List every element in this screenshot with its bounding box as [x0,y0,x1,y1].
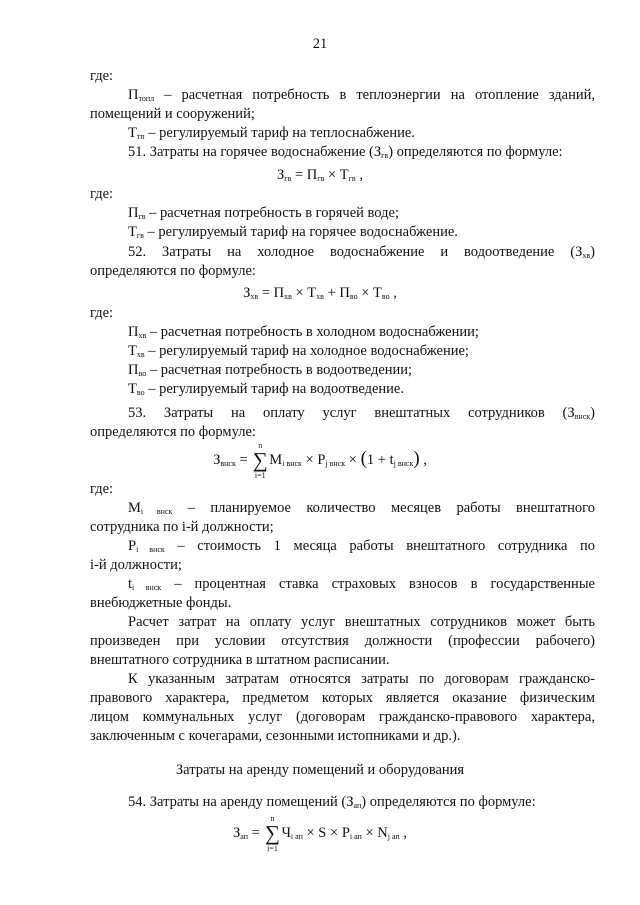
definition-p-vo: $П_{во}$ – расчетная потребность в водоотведении; [128,362,413,378]
item-52: 52. Затраты на холодное водоснабжение и водоотведение $(З_{хв})$ [128,244,595,260]
paragraph-calc-line-3: внештатного сотрудника в штатном расписании. [90,652,390,668]
formula-54: $З_{ап}$ = n ∑ i=1 $Ч_{i ап} \times S \times P_{i ап} \times N_{j ап}$ , [233,814,407,854]
summation-sign: n ∑ i=1 [264,814,280,854]
item-53-cont: определяются по формуле: [90,424,256,440]
summation-sign: n ∑ i=1 [252,441,268,481]
paragraph-related-line-2: правового характера, предметом которых является оказание физическим [90,690,595,706]
definition-p-i-cont: i-й должности; [90,557,182,573]
item-52-cont: определяются по формуле: [90,263,256,279]
definition-p-topl: $П_{топл}$ – расчетная потребность в теплоэнергии на отопление зданий, [128,87,595,103]
definition-t-vo: $Т_{во}$ – регулируемый тариф на водоотведение. [128,381,404,397]
paragraph-related-line-1: К указанным затратам относятся затраты по договорам гражданско- [128,671,595,687]
item-53: 53. Затраты на оплату услуг внештатных сотрудников $(З_{внск})$ [128,405,595,421]
definition-m: $M_{i внск}$ – планируемое количество месяцев работы внештатного [128,500,595,516]
item-54: 54. Затраты на аренду помещений $(З_{ап})$ определяются по формуле: [128,794,536,810]
definition-t-i: $t_{i внск}$ – процентная ставка страховых взносов в государственные [128,576,595,592]
item-51: 51. Затраты на горячее водоснабжение $(З_{гв})$ определяются по формуле: [128,144,563,160]
definition-t-hv: $Т_{хв}$ – регулируемый тариф на холодное водоснабжение; [128,343,469,359]
definition-p-i: $P_{i внск}$ – стоимость 1 месяца работы внештатного сотрудника по [128,538,596,554]
definition-t-i-cont: внебюджетные фонды. [90,595,232,611]
paragraph-calc-line-1: Расчет затрат на оплату услуг внештатных сотрудников может быть [128,614,595,630]
where-label-2: где: [90,186,114,202]
where-label-1: где: [90,68,114,84]
paragraph-calc-line-2: произведен при условии отсутствия должности (профессии рабочего) [90,633,595,649]
where-label-3: где: [90,305,114,321]
definition-p-topl-cont: помещений и сооружений; [90,106,255,122]
section-heading: Затраты на аренду помещений и оборудования [175,762,465,778]
definition-t-tp: $Т_{тп}$ – регулируемый тариф на теплоснабжение. [128,125,415,141]
definition-p-hv: $П_{хв}$ – расчетная потребность в холодном водоснабжении; [128,324,479,340]
paragraph-related-line-3: лицом коммунальных услуг (договорам гражданско-правового характера, [90,709,595,725]
formula-52: $З_{хв} = П_{хв} \times Т_{хв} + П_{во} \times Т_{во}$ , [243,285,397,301]
where-label-4: где: [90,481,114,497]
paragraph-related-line-4: заключенным с кочегарами, сезонными истопниками и др.). [90,728,461,744]
page-number: 21 [312,36,328,52]
definition-p-gv: $П_{гв}$ – расчетная потребность в горячей воде; [128,205,399,221]
formula-53: $З_{внск}$ = n ∑ i=1 $M_{i внск} \times P_{j внск} \times (1 + t_{j внск})$ , [213,441,427,481]
definition-t-gv: $Т_{гв}$ – регулируемый тариф на горячее водоснабжение. [128,224,458,240]
formula-51: $З_{гв} = П_{гв} \times Т_{гв}$ , [277,167,363,183]
definition-m-cont: сотрудника по i-й должности; [90,519,274,535]
